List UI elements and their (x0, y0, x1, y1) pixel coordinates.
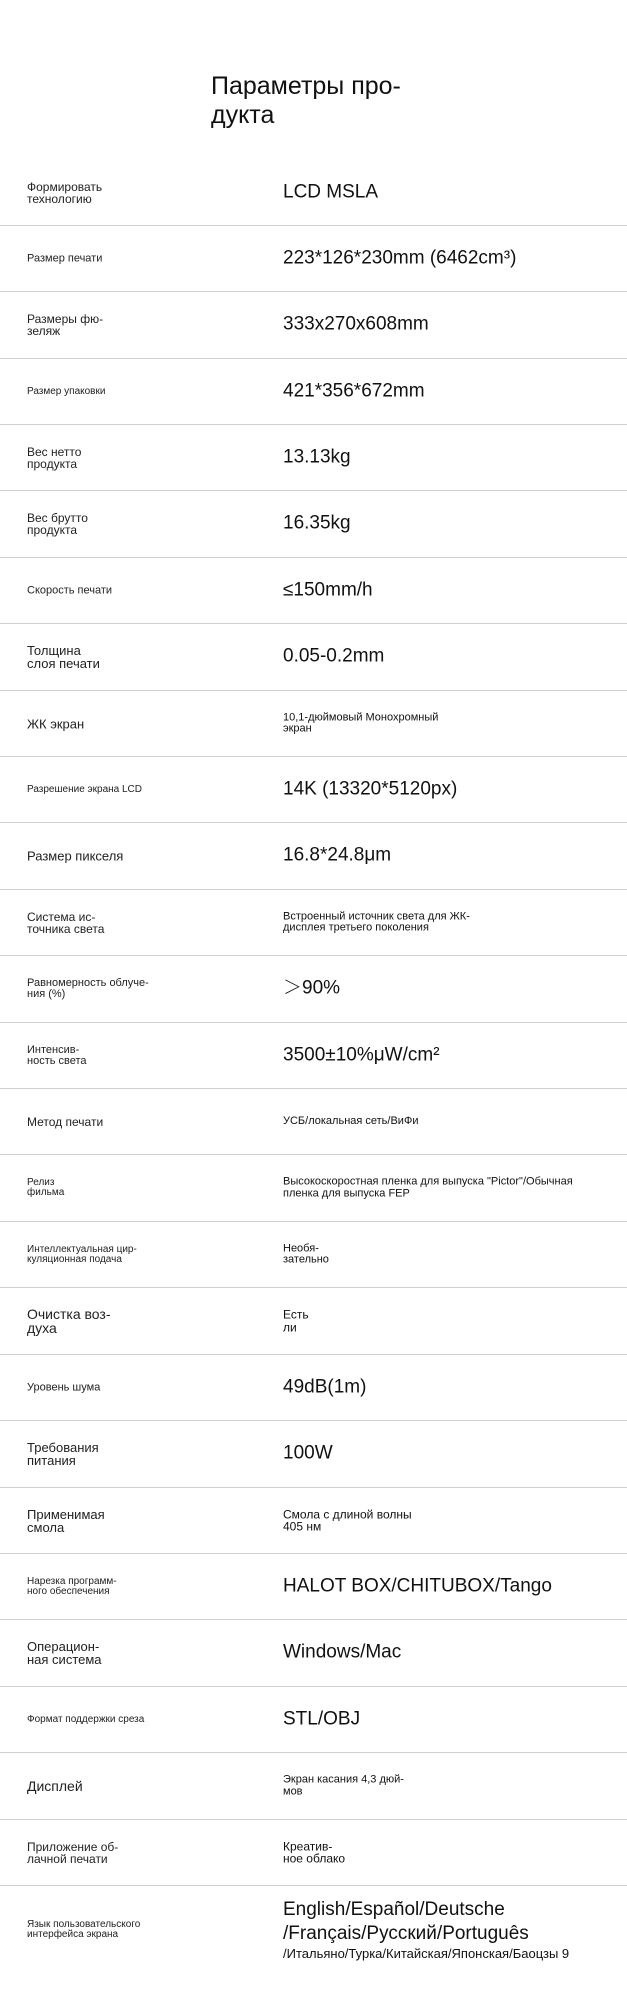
spec-row-ui-language (0, 1886, 627, 1974)
spec-value: Смола с длиной волны 405 нм (283, 1506, 412, 1534)
spec-row-pixel-size (0, 823, 627, 890)
spec-value: ≤150mm/h (283, 579, 373, 601)
spec-row-power (0, 1421, 627, 1488)
language-line: English/Español/Deutsche (283, 1899, 505, 1921)
spec-row-body-size (0, 292, 627, 359)
spec-label: Формат поддержки среза (27, 1713, 145, 1725)
spec-value: Креатив- ное облако (283, 1838, 346, 1866)
spec-label: Скорость печати (27, 584, 113, 596)
spec-label: Разрешение экрана LCD (27, 783, 142, 795)
language-line: /Français/Русский/Português (283, 1922, 529, 1944)
spec-row-light-intensity (0, 1023, 627, 1089)
spec-row-cloud-app (0, 1820, 627, 1886)
spec-label: Размеры фю- зеляж (27, 312, 104, 338)
spec-row-gross-weight (0, 491, 627, 558)
spec-label: Язык пользовательского интерфейса экрана (27, 1919, 141, 1940)
spec-label: Приложение об- лачной печати (27, 1839, 119, 1866)
spec-value: LCD MSLA (283, 181, 379, 203)
spec-value: 16.8*24.8μm (283, 844, 392, 866)
spec-value: Есть ли (283, 1307, 309, 1334)
spec-value (283, 1898, 613, 1962)
spec-value: Высокоскоростная пленка для выпуска "Pictor"/Обычная пленка для выпуска FEP (283, 1175, 573, 1199)
language-line: /Итальяно/Турка/Китайская/Японская/Баоцзы 9 (283, 1945, 570, 1961)
spec-label: Применимая смола (27, 1506, 105, 1535)
spec-row-print-size (0, 226, 627, 292)
spec-label: Требования питания (27, 1440, 99, 1468)
spec-label: Толщина слоя печати (27, 643, 100, 671)
spec-label: Вес брутто продукта (27, 511, 88, 537)
spec-label: Формировать технологию (27, 179, 103, 206)
spec-value: 100W (283, 1442, 333, 1464)
spec-label: Размер упаковки (27, 385, 106, 397)
spec-label: Операцион- ная система (27, 1639, 102, 1667)
spec-label: Интеллектуальная цир- куляционная подача (27, 1243, 137, 1265)
spec-label: Уровень шума (27, 1381, 101, 1393)
spec-row-air-purification (0, 1288, 627, 1355)
spec-row-os (0, 1620, 627, 1687)
spec-row-film-release (0, 1155, 627, 1222)
spec-row-technology (0, 160, 627, 226)
spec-row-lcd-screen (0, 691, 627, 757)
spec-row-circulation-feed (0, 1222, 627, 1288)
spec-row-light-source (0, 890, 627, 956)
spec-value: 10,1-дюймовый Монохромный экран (283, 710, 439, 735)
page-title: Параметры про- дукта (211, 72, 401, 129)
spec-value: STL/OBJ (283, 1708, 361, 1730)
spec-row-display (0, 1753, 627, 1820)
spec-row-net-weight (0, 425, 627, 491)
spec-value: Экран касания 4,3 дюй- мов (283, 1773, 404, 1797)
spec-row-lcd-resolution (0, 757, 627, 823)
spec-label: Очистка воз- духа (27, 1306, 111, 1336)
spec-label: Метод печати (27, 1114, 104, 1129)
spec-row-resin (0, 1488, 627, 1554)
spec-row-uniformity (0, 956, 627, 1023)
spec-label: Размер пикселя (27, 848, 124, 864)
spec-value: ＞90% (283, 977, 341, 999)
spec-label: Релиз фильма (27, 1177, 65, 1198)
spec-value: 16.35kg (283, 512, 351, 534)
spec-row-layer-thickness (0, 624, 627, 691)
spec-table (0, 160, 627, 1974)
spec-label: Нарезка программ- ного обеспечения (27, 1575, 117, 1597)
spec-row-print-speed (0, 558, 627, 624)
spec-value: 333x270x608mm (283, 313, 429, 335)
spec-row-slicing-software (0, 1554, 627, 1620)
spec-label: Система ис- точника света (27, 909, 105, 936)
spec-value: 13.13kg (283, 446, 351, 468)
spec-row-print-method (0, 1089, 627, 1155)
spec-value: HALOT BOX/CHITUBOX/Tango (283, 1575, 552, 1597)
spec-label: Размер печати (27, 252, 103, 264)
spec-label: Интенсив- ность света (27, 1043, 87, 1067)
spec-value: 3500±10%μW/cm² (283, 1044, 440, 1066)
spec-value: Необя- зательно (283, 1241, 329, 1266)
spec-value: 223*126*230mm (6462cm³) (283, 247, 517, 269)
spec-value: Windows/Mac (283, 1641, 402, 1663)
spec-label: Дисплей (27, 1778, 83, 1794)
spec-value: Встроенный источник света для ЖК- дисплея третьего поколения (283, 909, 470, 934)
spec-value: 49dB(1m) (283, 1376, 367, 1398)
spec-value: 14K (13320*5120px) (283, 778, 458, 800)
spec-value: УСБ/локальная сеть/ВиФи (283, 1114, 419, 1127)
spec-label: Вес нетто продукта (27, 444, 82, 471)
spec-row-noise-level (0, 1355, 627, 1421)
spec-label: Равномерность облуче- ния (%) (27, 977, 149, 1000)
spec-value: 0.05-0.2mm (283, 645, 385, 667)
spec-row-slice-format (0, 1687, 627, 1753)
spec-value: 421*356*672mm (283, 380, 425, 402)
spec-row-package-size (0, 359, 627, 425)
spec-label: ЖК экран (27, 716, 85, 731)
